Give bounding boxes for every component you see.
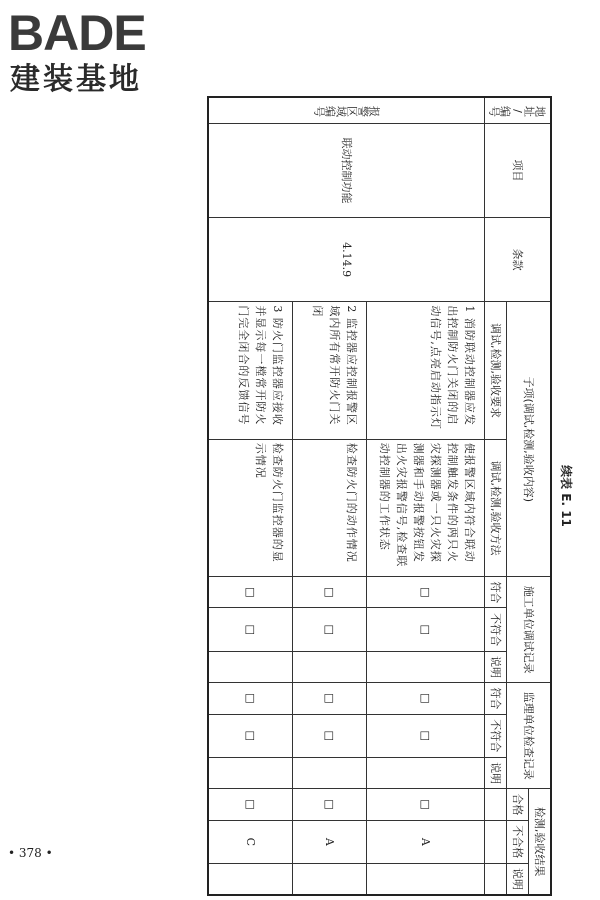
construction-conform-cell[interactable]: □ xyxy=(367,577,485,608)
supervision-conform-cell[interactable]: □ xyxy=(367,683,485,714)
group-address: 报警区域编号 xyxy=(209,97,485,124)
sub-method-header: 调试,检测,验收方法 xyxy=(485,439,507,576)
spacer-pass xyxy=(485,789,507,820)
supervision-nonconform-cell[interactable]: □ xyxy=(209,714,293,757)
sub-item-header: 子项(调试,检测,验收内容) xyxy=(507,302,552,577)
supervision-note-cell xyxy=(293,757,367,788)
table-row xyxy=(367,97,485,895)
address-header: 地址/编号 xyxy=(485,97,552,124)
supervision-note-cell xyxy=(367,757,485,788)
result-pass-cell[interactable]: □ xyxy=(209,789,293,820)
table-caption: 续表 E. 11 xyxy=(559,465,573,527)
inspection-header: 检测,验收结果 xyxy=(529,789,552,895)
construction-conform-cell[interactable]: □ xyxy=(293,577,367,608)
supervision-note-cell xyxy=(209,757,293,788)
method-text: 使报警区域内符合联动控制触发条件的两只火灾探测器或一只火灾探测器和手动报警按钮发出火灾报警信号,检查联动控制器的工作状态 xyxy=(367,439,485,576)
spacer-note xyxy=(485,863,507,895)
result-fail-cell: A xyxy=(367,820,485,863)
clause-header: 条款 xyxy=(485,218,552,302)
supervision-nonconform-cell[interactable]: □ xyxy=(293,714,367,757)
construction-nonconform-cell[interactable]: □ xyxy=(367,608,485,651)
requirement-text: 3 防火门监控器应接收并显示每一樘常开防火门完全闭合的反馈信号 xyxy=(209,302,293,439)
supervision-conform-cell[interactable]: □ xyxy=(209,683,293,714)
construction-note-cell xyxy=(293,651,367,682)
spacer-fail xyxy=(485,820,507,863)
result-note-cell xyxy=(367,863,485,895)
method-text: 检查防火门的动作情况 xyxy=(293,439,367,576)
group-item: 联动控制功能 xyxy=(209,124,485,218)
construction-note-cell xyxy=(367,651,485,682)
logo-wordmark: BADE xyxy=(8,5,146,61)
construction-note-header: 说明 xyxy=(485,651,507,682)
header-row-1 xyxy=(529,97,552,895)
result-pass-cell[interactable]: □ xyxy=(293,789,367,820)
construction-note-cell xyxy=(209,651,293,682)
supervision-nonconform-header: 不符合 xyxy=(485,714,507,757)
construction-conform-cell[interactable]: □ xyxy=(209,577,293,608)
page-number: • 378 • xyxy=(8,846,53,860)
result-pass-cell[interactable]: □ xyxy=(367,789,485,820)
supervision-header: 监理单位检查记录 xyxy=(507,683,552,789)
rotated-table-block xyxy=(86,96,576,896)
bade-logo xyxy=(8,6,178,96)
construction-header: 施工单位调试记录 xyxy=(507,577,552,683)
construction-nonconform-cell[interactable]: □ xyxy=(209,608,293,651)
construction-nonconform-cell[interactable]: □ xyxy=(293,608,367,651)
acceptance-table xyxy=(208,96,553,896)
fail-header: 不合格 xyxy=(507,820,529,863)
result-fail-cell: C xyxy=(209,820,293,863)
result-note-cell xyxy=(209,863,293,895)
supervision-note-header: 说明 xyxy=(485,757,507,788)
pass-header: 合格 xyxy=(507,789,529,820)
requirement-text: 1 消防联动控制器应发出控制防火门关闭的启动信号,点亮启动指示灯 xyxy=(367,302,485,439)
requirement-text: 2 监控器应控制报警区域内所有常开防火门关闭 xyxy=(293,302,367,439)
group-clause: 4.14.9 xyxy=(209,218,485,302)
sub-req-header: 调试,检测,验收要求 xyxy=(485,302,507,439)
construction-nonconform-header: 不符合 xyxy=(485,608,507,651)
supervision-nonconform-cell[interactable]: □ xyxy=(367,714,485,757)
result-note-cell xyxy=(293,863,367,895)
item-header: 项目 xyxy=(485,124,552,218)
method-text: 检查防火门监控器的显示情况 xyxy=(209,439,293,576)
supervision-conform-cell[interactable]: □ xyxy=(293,683,367,714)
result-fail-cell: A xyxy=(293,820,367,863)
construction-conform-header: 符合 xyxy=(485,577,507,608)
supervision-conform-header: 符合 xyxy=(485,683,507,714)
result-note-header: 说明 xyxy=(507,863,529,895)
logo-chinese-text: 建装基地 xyxy=(10,62,142,97)
